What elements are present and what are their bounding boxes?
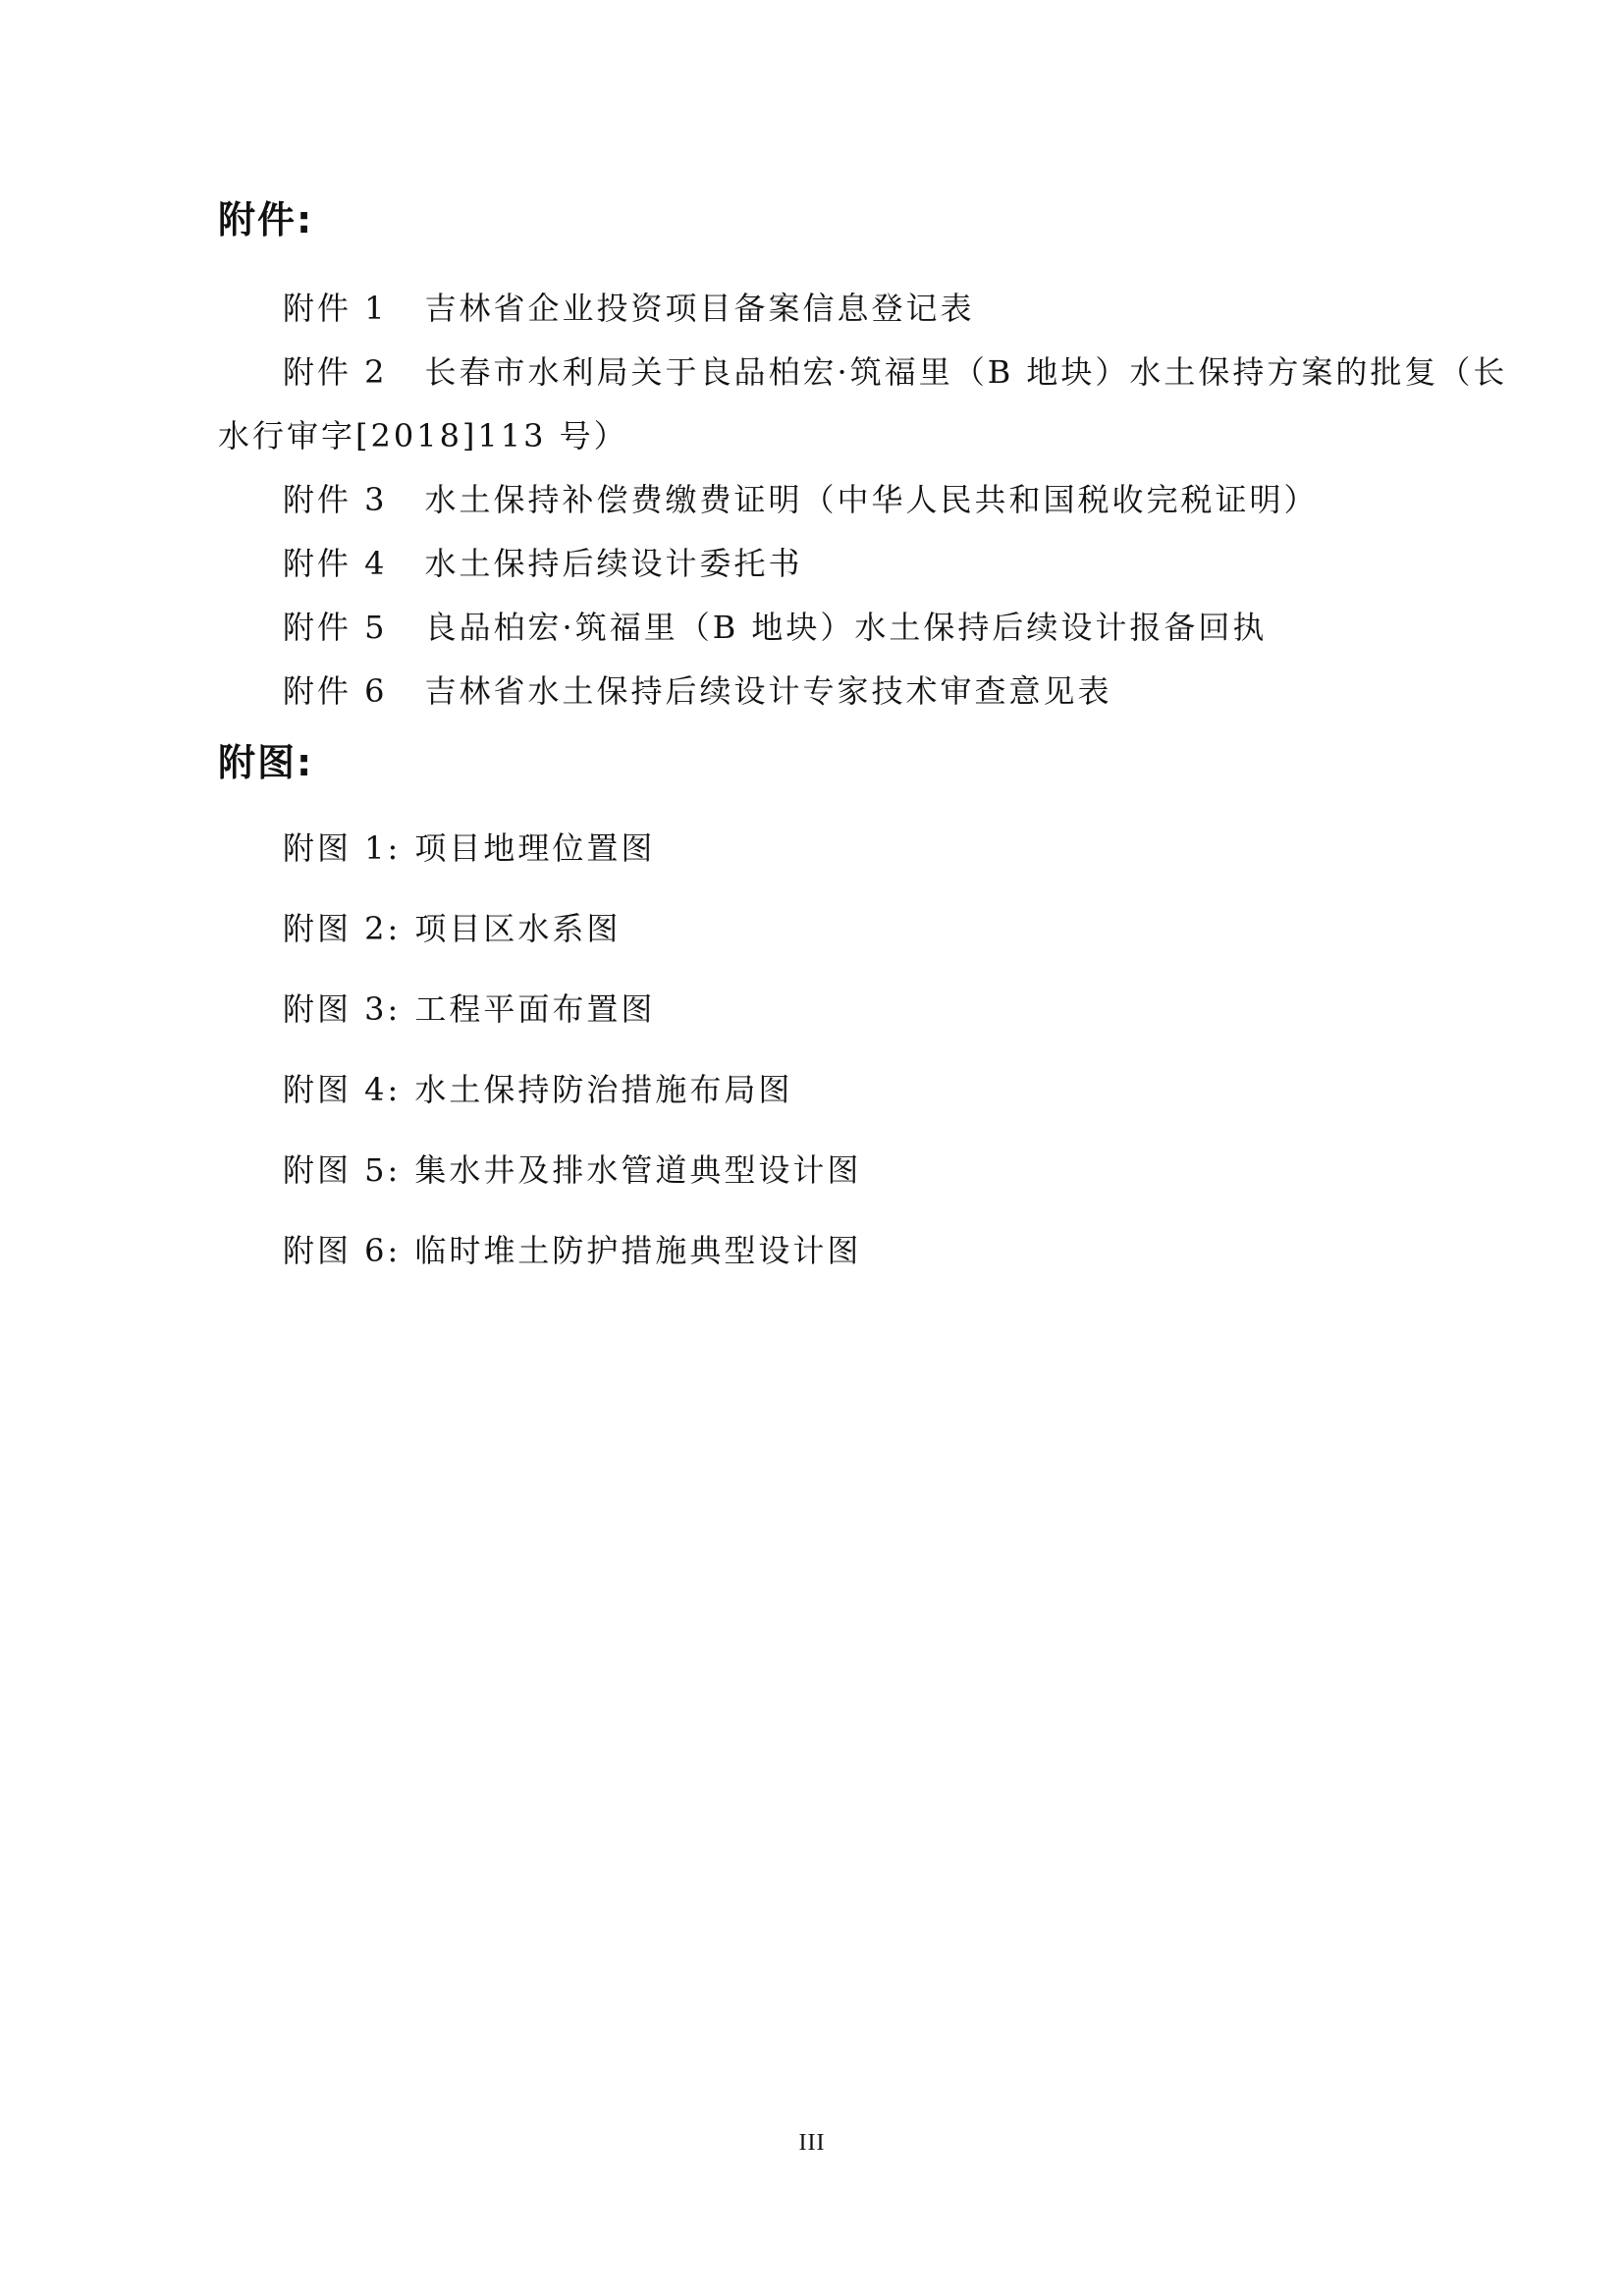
figure-text: 水土保持防治措施布局图: [414, 1071, 793, 1108]
figure-label: 附图 3:: [283, 990, 402, 1028]
figure-text: 项目区水系图: [414, 910, 622, 947]
figure-label: 附图 5:: [283, 1151, 402, 1189]
attachment-text: 良品柏宏·筑福里（B 地块）水土保持后续设计报备回执: [424, 609, 1268, 646]
figure-label: 附图 4:: [283, 1071, 402, 1108]
attachment-text: 吉林省水土保持后续设计专家技术审查意见表: [424, 672, 1112, 710]
figures-heading: 附图:: [218, 741, 314, 784]
figure-text: 集水井及排水管道典型设计图: [414, 1151, 862, 1189]
attachment-item-2-continuation: 水行审字[2018]113 号）: [218, 417, 628, 454]
attachment-text: 吉林省企业投资项目备案信息登记表: [424, 290, 975, 327]
figure-item-1: [283, 828, 655, 868]
attachment-item-1: [283, 289, 975, 328]
attachment-label: 附件 1: [283, 290, 388, 327]
attachment-item-6: [283, 671, 1112, 711]
attachments-heading: 附件:: [218, 198, 314, 241]
figure-text: 项目地理位置图: [414, 829, 656, 867]
attachment-item-2: [283, 352, 1507, 392]
attachment-text: 长春市水利局关于良品柏宏·筑福里（B 地块）水土保持方案的批复（长: [424, 353, 1508, 391]
page-number: III: [798, 2130, 826, 2156]
attachment-item-3: [283, 480, 1319, 519]
figure-item-3: [283, 989, 655, 1029]
figure-label: 附图 2:: [283, 910, 402, 947]
attachment-item-5: [283, 608, 1267, 647]
figure-text: 临时堆土防护措施典型设计图: [414, 1232, 862, 1269]
attachment-label: 附件 4: [283, 545, 388, 582]
attachment-label: 附件 6: [283, 672, 388, 710]
attachment-text: 水土保持补偿费缴费证明（中华人民共和国税收完税证明）: [424, 481, 1319, 518]
figure-label: 附图 6:: [283, 1232, 402, 1269]
attachment-label: 附件 3: [283, 481, 388, 518]
figure-item-5: [283, 1150, 861, 1190]
attachment-text: 水土保持后续设计委托书: [424, 545, 803, 582]
figure-item-4: [283, 1070, 792, 1109]
attachment-label: 附件 5: [283, 609, 388, 646]
attachment-label: 附件 2: [283, 353, 388, 391]
attachment-item-4: [283, 544, 803, 583]
figure-label: 附图 1:: [283, 829, 402, 867]
figure-item-2: [283, 909, 621, 948]
figure-text: 工程平面布置图: [414, 990, 656, 1028]
figure-item-6: [283, 1231, 861, 1270]
